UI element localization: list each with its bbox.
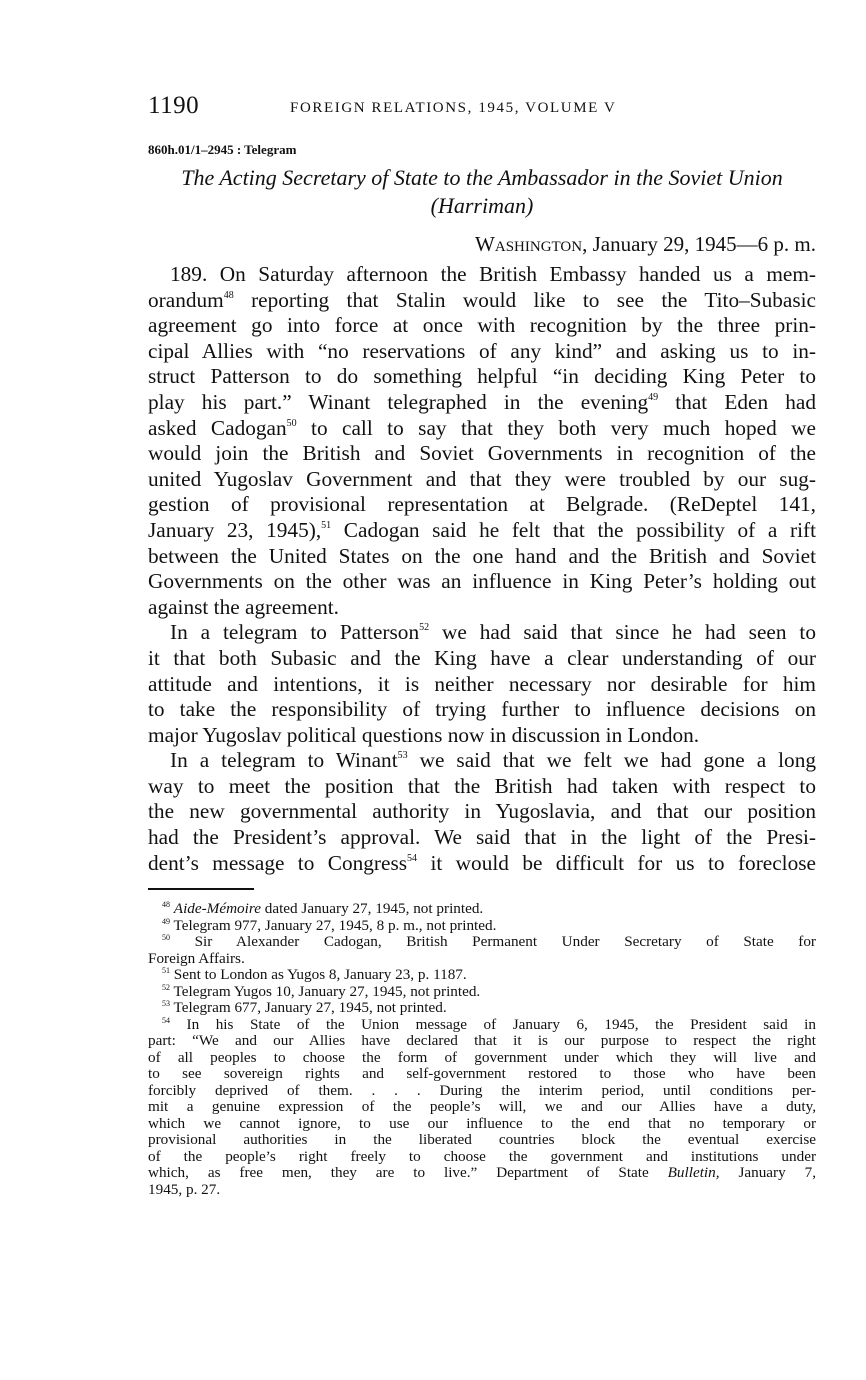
footnote-reference: 51 [321,519,332,531]
text-line: major Yugoslav political questions now in discussion in London. [148,722,700,747]
text-segment: In a telegram to Patterson [170,620,420,645]
dateline [475,232,816,257]
text-line: to take the responsibility of trying further to influence decisions on [148,697,816,722]
footnote-text: January 7, [719,1164,816,1181]
footnote-mark: 50 [162,933,170,942]
text-line: the new governmental authority in Yugoslavia, and that our position [148,799,816,824]
text-segment: play his part.” Winant telegraphed in the evening [148,389,649,414]
text-line: agreement go into force at once with recognition by the three prin- [148,313,816,338]
footnote-line: forcibly deprived of them. . . . During the interim period, until conditions per- [148,1081,816,1099]
text-line [148,748,816,774]
text-line [148,518,816,544]
footnote-50 [148,934,816,951]
footnote-line: of the people’s right freely to choose the government and institutions under [148,1147,816,1165]
footnote-line: provisional authorities in the liberated countries block the eventual exercise [148,1131,816,1148]
text-line [148,288,816,314]
footnote-line: which we cannot ignore, to use our influence to the end that no temporary or [148,1114,816,1132]
text-line: united Yugoslav Government and that they were troubled by our sug- [148,466,816,491]
footnote-mark: 51 [162,966,170,975]
footnote-italic: Bulletin, [667,1164,720,1181]
footnote-text: which, as free men, they are to live.” Department of State [148,1164,668,1181]
footnote-rule [148,888,254,890]
footnote-mark: 53 [162,999,170,1008]
text-line: against the agreement. [148,594,339,619]
text-segment: asked Cadogan [148,415,287,440]
text-segment: In a telegram to Winant [170,748,398,773]
footnote-50-continued: Foreign Affairs. [148,949,245,967]
text-segment: it would be difficult for us to foreclose [417,850,816,875]
paragraph-1 [148,262,816,620]
footnote-italic: Aide-Mémoire [173,900,261,917]
text-line [148,620,816,646]
text-segment: reporting that Stalin would like to see the Tito–Subasic [233,287,816,312]
text-line: 189. On Saturday afternoon the British Embassy handed us a mem- [170,262,816,286]
footnote-reference: 48 [223,289,234,301]
footnote-54-last-line: 1945, p. 27. [148,1180,221,1198]
text-line: gestion of provisional representation at Belgrade. (ReDeptel 141, [148,492,816,517]
running-head: FOREIGN RELATIONS, 1945, VOLUME V [290,100,617,116]
footnote-53 [148,1000,816,1017]
footnote-line: of all peoples to choose the form of government under which they will live and [148,1048,816,1066]
text-line: cipal Allies with “no reservations of any kind” and asking us to in- [148,338,816,363]
footnote-reference: 53 [397,750,408,762]
text-segment: we had said that since he had seen to [429,620,816,645]
title-line-2: (Harriman) [430,193,534,218]
footnote-48 [148,901,816,918]
text-segment: orandum [148,287,224,312]
telegram-body [148,262,816,876]
text-line: attitude and intentions, it is neither necessary nor desirable for him [148,671,816,696]
footnote-mark: 49 [162,916,170,926]
footnote-54-body [148,1033,816,1165]
footnote-text: Telegram Yugos 10, January 27, 1945, not printed. [170,982,481,1000]
footnote-line: part: “We and our Allies have declared that it is our purpose to respect the right [148,1032,816,1049]
footnote-reference: 54 [407,852,418,864]
footnote-reference: 50 [286,417,297,429]
text-line: would join the British and Soviet Governments in recognition of the [148,441,816,466]
paragraph-3 [148,748,816,876]
text-segment: to call to say that they both very much hoped we [296,415,816,440]
footnote-54 [148,1017,816,1034]
footnote-text: Sent to London as Yugos 8, January 23, p. 1187. [170,966,467,983]
text-line: way to meet the position that the British had taken with respect to [148,773,816,798]
footnote-reference: 49 [648,391,659,403]
text-line: it that both Subasic and the King have a clear understanding of our [148,645,816,670]
dateline-place: Washington, [475,232,588,256]
footnote-54-citation [148,1165,816,1182]
footnote-line: to see sovereign rights and self-government restored to those who have been [148,1065,816,1082]
text-line [148,416,816,442]
text-segment: Cadogan said he felt that the possibility of a rift [331,517,816,542]
paragraph-2 [148,620,816,748]
text-line: had the President’s approval. We said that in the light of the Presi- [148,825,816,850]
text-line: Governments on the other was an influence in King Peter’s holding out [148,569,816,594]
footnote-text: Sir Alexander Cadogan, British Permanent Under Secretary of State for [170,933,816,950]
footnote-51 [148,967,816,984]
text-segment: January 23, 1945), [148,517,322,542]
text-line: struct Patterson to do something helpful “in deciding King Peter to [148,364,816,389]
document-title [148,164,816,220]
footnote-line: mit a genuine expression of the people’s will, we and our Allies have a duty, [148,1098,816,1115]
page-header [148,92,816,126]
footnote-mark: 48 [162,900,170,909]
title-line-1: The Acting Secretary of State to the Ambassador in the Soviet Union [181,165,783,190]
footnote-mark: 54 [162,1015,170,1025]
text-line [148,390,816,416]
footnotes [148,901,816,1198]
footnote-text: Telegram 677, January 27, 1945, not printed. [170,999,447,1016]
footnote-52 [148,984,816,1001]
file-reference: 860h.01/1–2945 : Telegram [148,142,297,157]
dateline-date: January 29, 1945—6 p. m. [587,232,816,256]
text-line [148,851,816,877]
footnote-49 [148,918,816,935]
page-number: 1190 [148,92,200,119]
footnote-text: In his State of the Union message of January 6, 1945, the President said in [170,1015,816,1033]
text-segment: we said that we felt we had gone a long [407,748,816,773]
text-segment: dent’s message to Congress [148,850,408,875]
footnote-text: Telegram 977, January 27, 1945, 8 p. m., not printed. [170,916,497,934]
text-segment: that Eden had [658,389,816,414]
text-line: between the United States on the one hand and the British and Soviet [148,543,816,568]
footnote-reference: 52 [419,622,430,634]
footnote-mark: 52 [162,982,170,992]
footnote-text: dated January 27, 1945, not printed. [260,900,484,917]
